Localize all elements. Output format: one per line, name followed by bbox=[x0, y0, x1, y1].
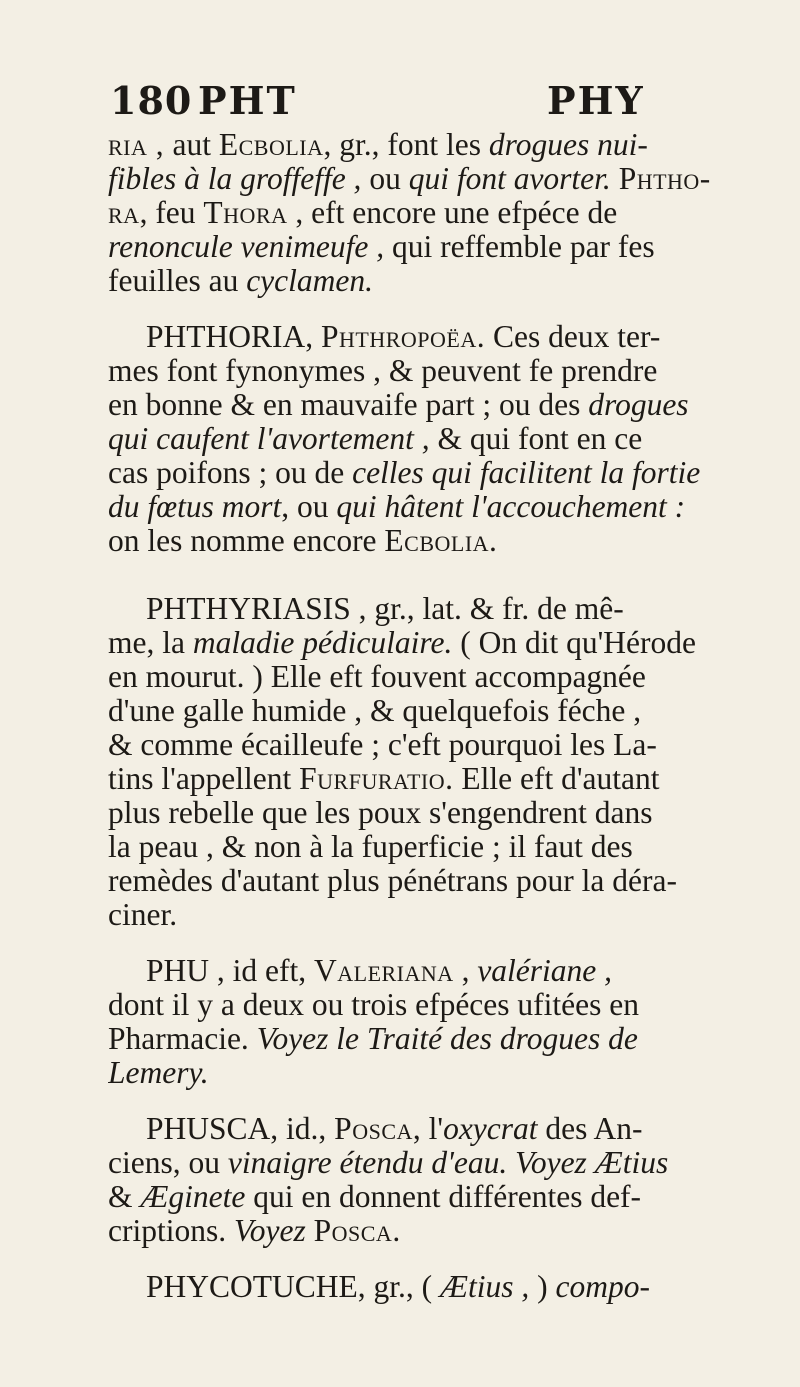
small-caps-text: Furfuratio. bbox=[299, 762, 454, 796]
text-run: en mourut. ) Elle eft fouvent accompagnée bbox=[108, 660, 646, 694]
italic-text: cyclamen. bbox=[246, 264, 374, 298]
text-line bbox=[108, 1270, 756, 1304]
italic-text: qui font avorter. bbox=[408, 162, 611, 196]
italic-text: Ætius , bbox=[440, 1270, 530, 1304]
text-run: PHTHORIA, bbox=[146, 320, 322, 354]
dictionary-text bbox=[108, 128, 756, 1304]
italic-text: vinaigre étendu d'eau. Voyez Ætius bbox=[227, 1146, 669, 1180]
text-run: en bonne & en mauvaife part ; ou des bbox=[108, 388, 589, 422]
text-run: criptions. bbox=[108, 1214, 234, 1248]
running-header bbox=[0, 70, 800, 130]
italic-text: Voyez bbox=[234, 1214, 306, 1248]
text-line bbox=[108, 1056, 756, 1090]
italic-text: maladie pédiculaire. bbox=[192, 626, 453, 660]
text-run: ( On dit qu'Hérode bbox=[452, 626, 696, 660]
paragraph-gap bbox=[108, 558, 756, 592]
italic-text: drogues bbox=[588, 388, 689, 422]
small-caps-text: ria , bbox=[108, 128, 173, 162]
text-run: plus rebelle que les poux s'engendrent dans bbox=[108, 796, 653, 830]
text-line bbox=[108, 988, 756, 1022]
text-line bbox=[108, 456, 756, 490]
small-caps-text: Ecbolia bbox=[218, 128, 324, 162]
text-line bbox=[108, 128, 756, 162]
text-run: , eft encore une efpéce de bbox=[287, 196, 618, 230]
text-line bbox=[108, 592, 756, 626]
text-line bbox=[108, 422, 756, 456]
italic-text: qui caufent l'avortement , bbox=[108, 422, 430, 456]
paragraph-gap bbox=[108, 1090, 756, 1112]
text-run: mes font fynonymes , & peuvent fe prendre bbox=[108, 354, 658, 388]
text-run: aut bbox=[172, 128, 219, 162]
text-run: Elle eft d'autant bbox=[453, 762, 660, 796]
italic-text: Æginete bbox=[140, 1180, 246, 1214]
text-line bbox=[108, 762, 756, 796]
italic-text: Voyez le Traité des drogues de bbox=[256, 1022, 638, 1056]
text-run: PHUSCA, id., bbox=[146, 1112, 335, 1146]
italic-text: compo- bbox=[555, 1270, 651, 1304]
text-run: qui en donnent différentes def- bbox=[245, 1180, 642, 1214]
small-caps-text: Thora bbox=[203, 196, 288, 230]
text-run: la peau , & non à la fuperficie ; il faut des bbox=[108, 830, 633, 864]
text-line bbox=[108, 660, 756, 694]
italic-text: oxycrat bbox=[443, 1112, 538, 1146]
text-run: & bbox=[108, 1180, 141, 1214]
italic-text: drogues nui- bbox=[488, 128, 648, 162]
text-line bbox=[108, 1180, 756, 1214]
left-running-head: PHT bbox=[198, 78, 297, 123]
text-run: & qui font en ce bbox=[429, 422, 643, 456]
italic-text: Lemery. bbox=[108, 1056, 209, 1090]
text-run: des An- bbox=[537, 1112, 643, 1146]
small-caps-text: Valeriana bbox=[314, 954, 454, 988]
italic-text: valériane , bbox=[477, 954, 613, 988]
italic-text: fibles à la groffeffe , bbox=[108, 162, 362, 196]
text-run: on les nomme encore bbox=[108, 524, 385, 558]
text-run: , feu bbox=[139, 196, 204, 230]
text-run: & comme écailleufe ; c'eft pourquoi les La- bbox=[108, 728, 657, 762]
italic-text: du fœtus mort bbox=[108, 490, 282, 524]
text-line bbox=[108, 490, 756, 524]
text-line bbox=[108, 954, 756, 988]
text-line bbox=[108, 1146, 756, 1180]
text-run: remèdes d'autant plus pénétrans pour la déra- bbox=[108, 864, 677, 898]
text-run bbox=[306, 1214, 314, 1248]
small-caps-text: ra bbox=[108, 196, 140, 230]
text-run: PHTHYRIASIS , gr., lat. & fr. de mê- bbox=[146, 592, 624, 626]
text-run: feuilles au bbox=[108, 264, 247, 298]
text-run: ou bbox=[361, 162, 409, 196]
text-run: Pharmacie. bbox=[108, 1022, 257, 1056]
italic-text: celles qui facilitent la fortie bbox=[352, 456, 701, 490]
paragraph-gap bbox=[108, 932, 756, 954]
text-line bbox=[108, 264, 756, 298]
text-run: PHU , id eft, bbox=[146, 954, 314, 988]
text-line bbox=[108, 354, 756, 388]
text-run bbox=[611, 162, 619, 196]
small-caps-text: Posca bbox=[334, 1112, 413, 1146]
text-line bbox=[108, 626, 756, 660]
text-run: dont il y a deux ou trois efpéces ufitées en bbox=[108, 988, 639, 1022]
text-run: ciner. bbox=[108, 898, 178, 932]
text-run: PHYCOTUCHE, gr., ( bbox=[146, 1270, 441, 1304]
text-line bbox=[108, 694, 756, 728]
text-run: ) bbox=[529, 1270, 556, 1304]
text-line bbox=[108, 898, 756, 932]
text-run: ciens, ou bbox=[108, 1146, 228, 1180]
text-line bbox=[108, 162, 756, 196]
paragraph-gap bbox=[108, 298, 756, 320]
page-number: 180 bbox=[110, 78, 193, 123]
text-line bbox=[108, 1022, 756, 1056]
text-line bbox=[108, 864, 756, 898]
right-running-head: PHY bbox=[547, 78, 645, 123]
text-line bbox=[108, 524, 756, 558]
text-line bbox=[108, 320, 756, 354]
small-caps-text: Phtho- bbox=[618, 162, 711, 196]
text-line bbox=[108, 230, 756, 264]
paragraph-gap bbox=[108, 1248, 756, 1270]
text-line bbox=[108, 388, 756, 422]
text-line bbox=[108, 196, 756, 230]
text-run: d'une galle humide , & quelquefois féche , bbox=[108, 694, 642, 728]
text-run: cas poifons ; ou de bbox=[108, 456, 353, 490]
small-caps-text: Ecbolia. bbox=[384, 524, 498, 558]
text-line bbox=[108, 728, 756, 762]
text-run: me, la bbox=[108, 626, 193, 660]
text-run: qui reffemble par fes bbox=[384, 230, 655, 264]
text-run: , bbox=[453, 954, 478, 988]
italic-text: renoncule venimeufe , bbox=[108, 230, 385, 264]
small-caps-text: Posca. bbox=[313, 1214, 401, 1248]
text-run: , gr., font les bbox=[323, 128, 489, 162]
text-line bbox=[108, 796, 756, 830]
italic-text: qui hâtent l'accouchement : bbox=[336, 490, 686, 524]
text-run: , ou bbox=[281, 490, 337, 524]
text-run: , l' bbox=[412, 1112, 444, 1146]
small-caps-text: Phthropoëa. bbox=[321, 320, 486, 354]
text-line bbox=[108, 830, 756, 864]
text-run: Ces deux ter- bbox=[485, 320, 661, 354]
text-line bbox=[108, 1214, 756, 1248]
text-line bbox=[108, 1112, 756, 1146]
text-run: tins l'appellent bbox=[108, 762, 300, 796]
